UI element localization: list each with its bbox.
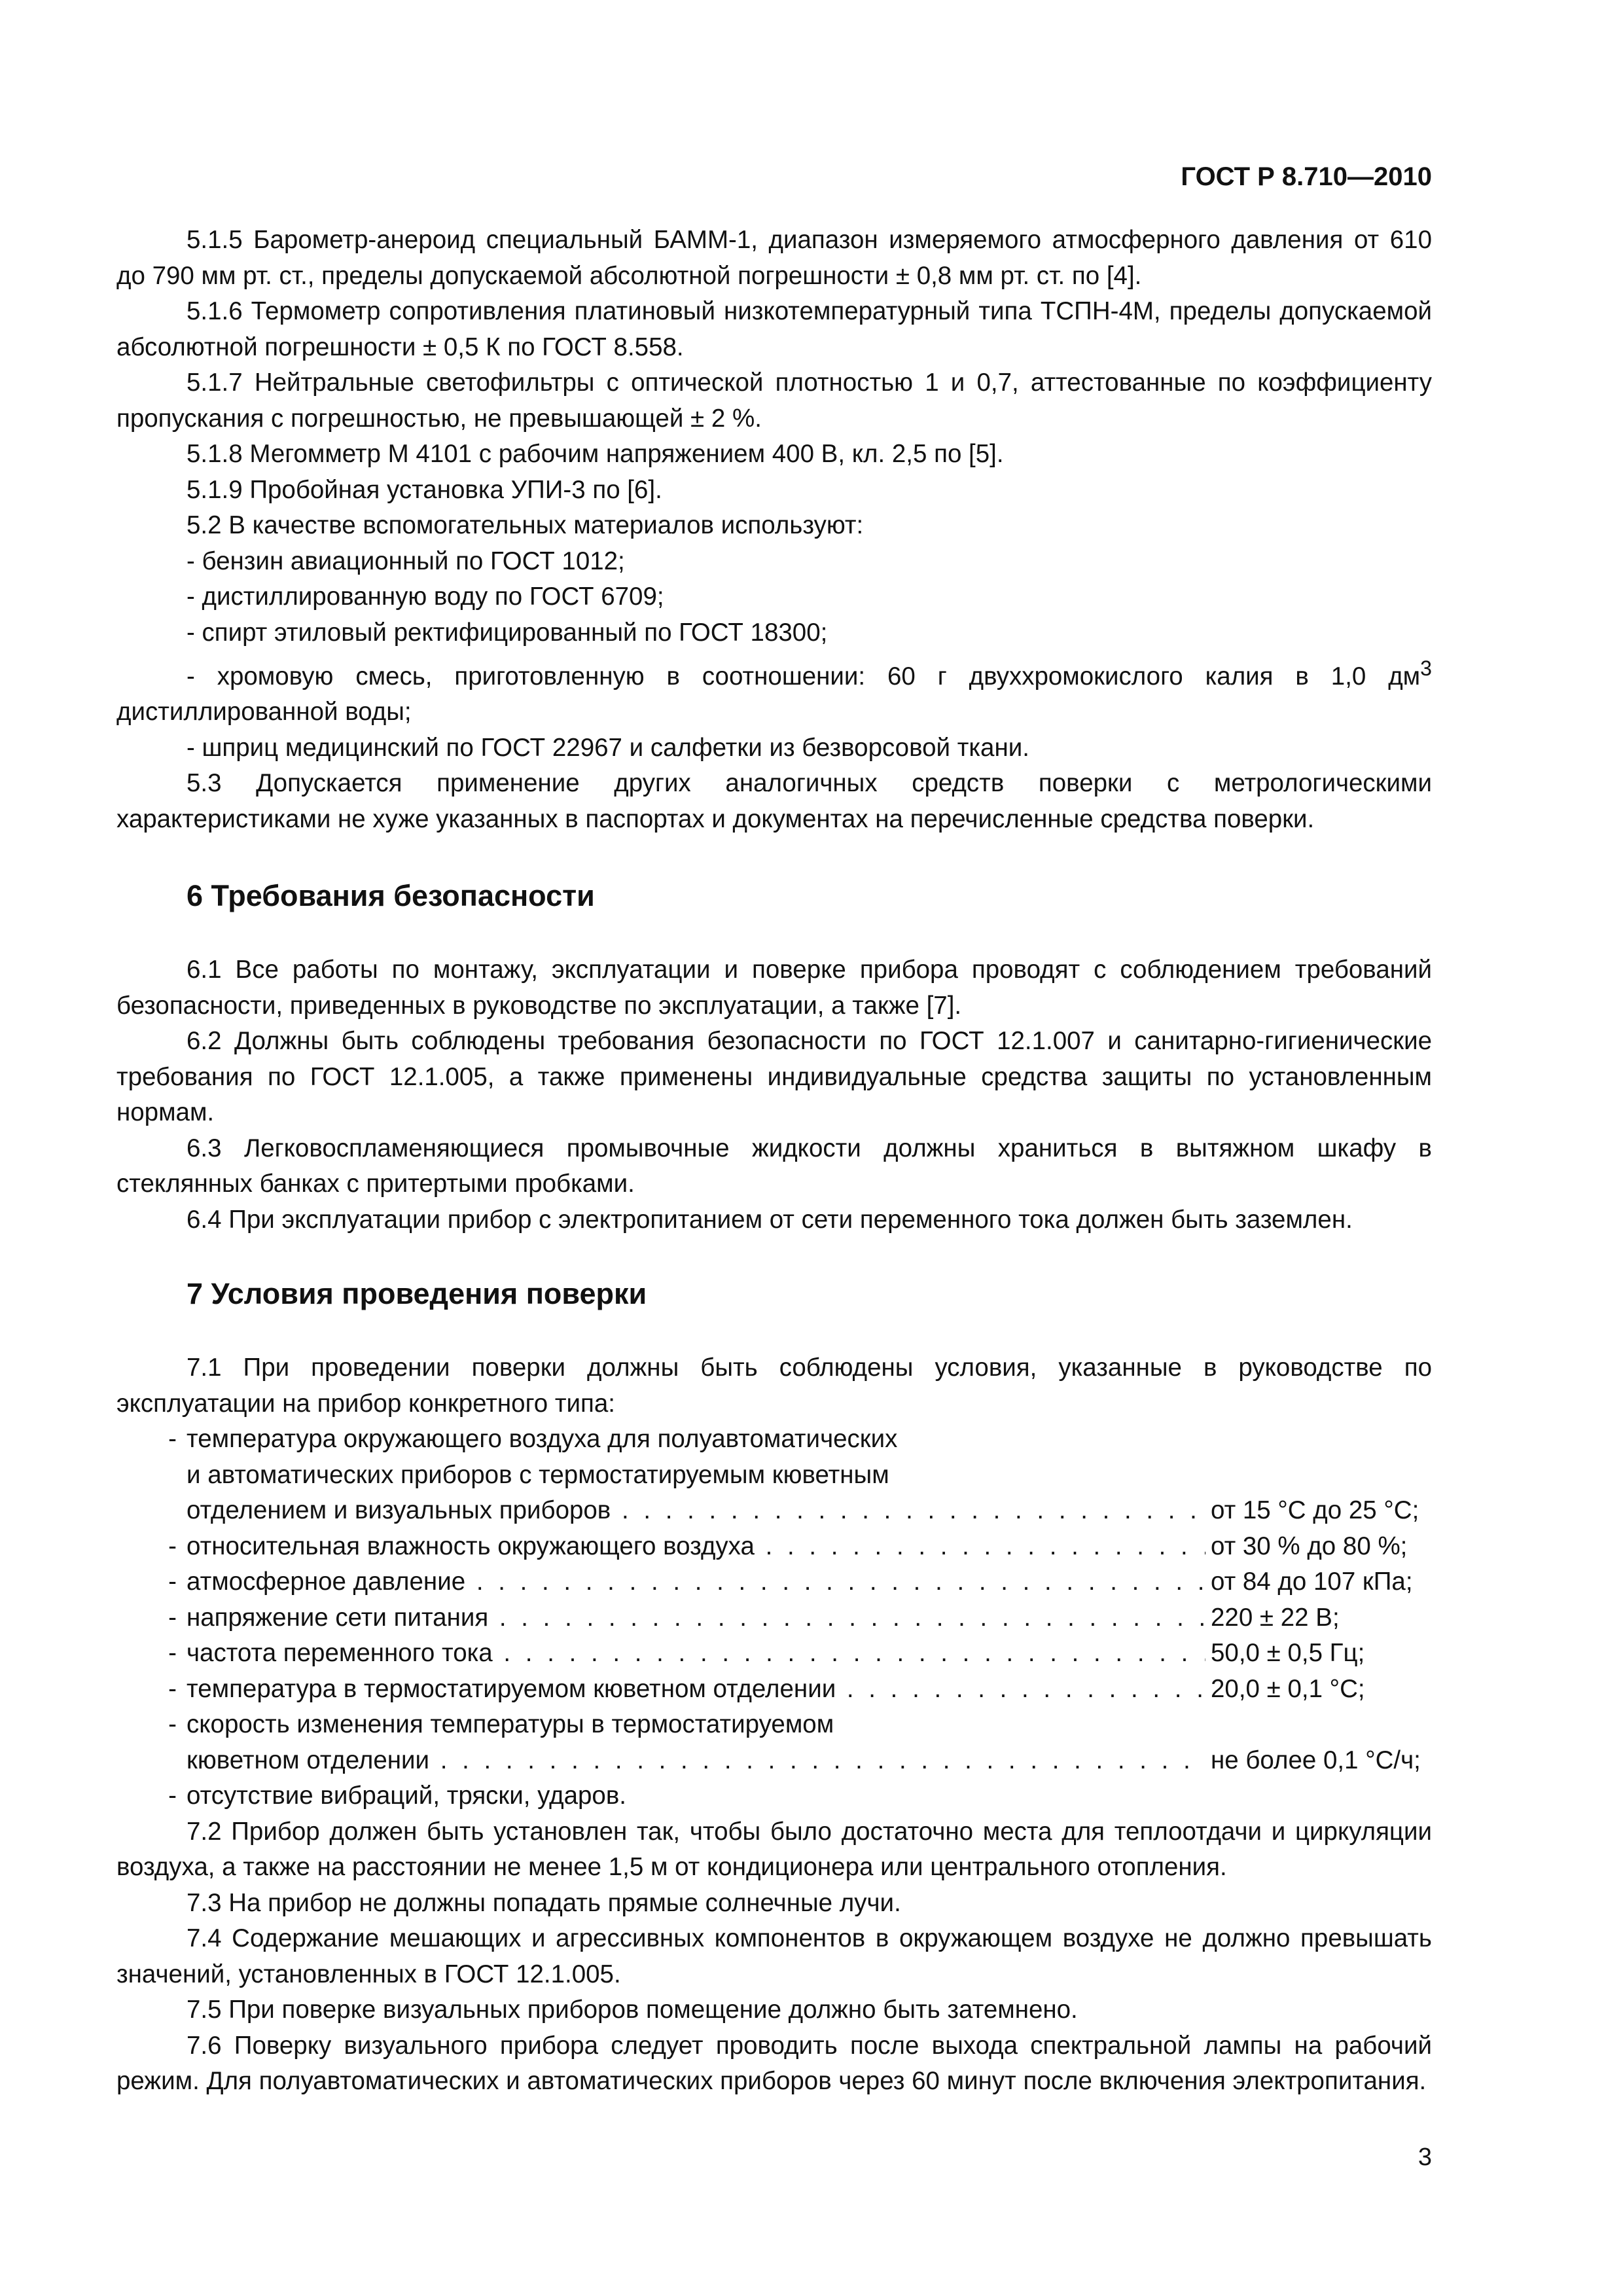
document-header: ГОСТ Р 8.710—2010: [1181, 162, 1432, 191]
clause-5-1-6: 5.1.6 Термометр сопротивления платиновый низкотемпературный типа ТСПН-4М, пределы допускаемой абсолютной погрешности ± 0,5 К по ГОСТ 8.558.: [116, 297, 1432, 361]
condition-item: [116, 1422, 1432, 1458]
condition-item: [116, 1672, 1432, 1708]
clause-7-6: 7.6 Поверку визуального прибора следует проводить после выхода спектральной лампы на рабочий режим. Для полуавтоматических и автоматических приборов через 60 минут после включения электропитания.: [116, 2031, 1432, 2096]
condition-label: атмосферное давление . . .: [187, 1564, 1205, 1600]
section-7-title: 7 Условия проведения поверки: [187, 1277, 647, 1311]
clause-5-3: 5.3 Допускается применение других аналогичных средств поверки с метрологическими характеристиками не хуже указанных в паспортах и документах на перечисленные средства поверки.: [116, 769, 1432, 833]
condition-value: не более 0,1 °С/ч;: [1211, 1746, 1421, 1774]
condition-item: [116, 1707, 1432, 1743]
clause-5-1-7: 5.1.7 Нейтральные светофильтры с оптической плотностью 1 и 0,7, аттестованные по коэффициенту пропускания с погрешностью, не превышающей ± 2 %.: [116, 368, 1432, 433]
list-dash: -: [168, 1782, 177, 1810]
condition-label: кюветном отделении . . .: [187, 1743, 1205, 1779]
condition-label: и автоматических приборов с термостатируемым кюветным: [187, 1460, 889, 1489]
section-6-title: 6 Требования безопасности: [187, 879, 595, 913]
conditions-list: [116, 1422, 1432, 1814]
condition-value: от 15 °С до 25 °С;: [1211, 1496, 1419, 1525]
list-dash: -: [168, 1674, 177, 1703]
clause-7-5: 7.5 При поверке визуальных приборов помещение должно быть затемнено.: [187, 1996, 1078, 2024]
clause-7-1: 7.1 При проведении поверки должны быть соблюдены условия, указанные в руководстве по эксплуатации на прибор конкретного типа:: [116, 1354, 1432, 1418]
clause-5-1-5: 5.1.5 Барометр-анероид специальный БАММ-1, диапазон измеряемого атмосферного давления от 610 до 790 мм рт. ст., пределы допускаемой абсолютной погрешности ± 0,8 мм рт. ст. по [4].: [116, 226, 1432, 290]
condition-item-cont: [116, 1743, 1432, 1779]
condition-item: [116, 1778, 1432, 1814]
clause-7-4: 7.4 Содержание мешающих и агрессивных компонентов в окружающем воздухе не должно превышать значений, установленных в ГОСТ 12.1.005.: [116, 1924, 1432, 1988]
clause-7-2: 7.2 Прибор должен быть установлен так, чтобы было достаточно места для теплоотдачи и циркуляции воздуха, а также на расстоянии не менее 1,5 м от кондиционера или центрального отопления.: [116, 1817, 1432, 1882]
condition-value: от 84 до 107 кПа;: [1211, 1568, 1413, 1596]
condition-item: [116, 1636, 1432, 1672]
clause-6-2: 6.2 Должны быть соблюдены требования безопасности по ГОСТ 12.1.007 и санитарно-гигиенические требования по ГОСТ 12.1.005, а также применены индивидуальные средства защиты по установленным нормам.: [116, 1027, 1432, 1127]
aux-item-text: дистиллированной воды;: [116, 698, 412, 726]
condition-label: отсутствие вибраций, тряски, ударов.: [187, 1782, 626, 1810]
condition-label: относительная влажность окружающего воздуха . . .: [187, 1529, 1205, 1565]
clause-5-1-9: 5.1.9 Пробойная установка УПИ-3 по [6].: [187, 475, 662, 504]
aux-item: [116, 651, 1432, 730]
superscript: 3: [1420, 656, 1432, 680]
aux-item: - бензин авиационный по ГОСТ 1012;: [187, 547, 625, 575]
list-dash: -: [168, 1639, 177, 1668]
page-number: 3: [1418, 2144, 1432, 2171]
condition-label: скорость изменения температуры в термостатируемом: [187, 1710, 834, 1739]
condition-label: температура в термостатируемом кюветном отделении . . .: [187, 1672, 1205, 1708]
condition-value: 20,0 ± 0,1 °С;: [1211, 1674, 1365, 1703]
clause-6-3: 6.3 Легковоспламеняющиеся промывочные жидкости должны храниться в вытяжном шкафу в стеклянных банках с притертыми пробками.: [116, 1134, 1432, 1198]
aux-item: - дистиллированную воду по ГОСТ 6709;: [187, 583, 664, 611]
clause-5-1-8: 5.1.8 Мегомметр М 4101 с рабочим напряжением 400 В, кл. 2,5 по [5].: [187, 440, 1004, 468]
list-dash: -: [168, 1568, 177, 1596]
condition-value: от 30 % до 80 %;: [1211, 1532, 1408, 1560]
list-dash: -: [168, 1532, 177, 1560]
clause-6-1: 6.1 Все работы по монтажу, эксплуатации и поверке прибора проводят с соблюдением требований безопасности, приведенных в руководстве по эксплуатации, а также [7].: [116, 956, 1432, 1020]
condition-item-cont: [116, 1458, 1432, 1494]
page-content: [116, 223, 1432, 2100]
condition-item: [116, 1600, 1432, 1636]
aux-item: - шприц медицинский по ГОСТ 22967 и салфетки из безворсовой ткани.: [187, 733, 1029, 762]
condition-item: [116, 1529, 1432, 1565]
list-dash: -: [168, 1603, 177, 1632]
condition-item-cont: [116, 1493, 1432, 1529]
condition-value: 50,0 ± 0,5 Гц;: [1211, 1639, 1365, 1668]
condition-value: 220 ± 22 В;: [1211, 1603, 1340, 1632]
clause-7-3: 7.3 На прибор не должны попадать прямые солнечные лучи.: [187, 1888, 901, 1917]
condition-label: напряжение сети питания . . .: [187, 1600, 1205, 1636]
aux-item: - спирт этиловый ректифицированный по ГОСТ 18300;: [187, 618, 828, 647]
list-dash: -: [168, 1425, 177, 1454]
clause-5-2: 5.2 В качестве вспомогательных материалов используют:: [187, 511, 864, 539]
condition-label: температура окружающего воздуха для полуавтоматических: [187, 1425, 898, 1454]
condition-label: частота переменного тока . . .: [187, 1636, 1205, 1672]
list-dash: -: [168, 1710, 177, 1739]
condition-item: [116, 1564, 1432, 1600]
aux-item-text: - хромовую смесь, приготовленную в соотношении: 60 г двуххромокислого калия в 1,0 дм: [187, 662, 1421, 691]
clause-6-4: 6.4 При эксплуатации прибор с электропитанием от сети переменного тока должен быть заземлен.: [187, 1205, 1353, 1234]
condition-label: отделением и визуальных приборов . . .: [187, 1493, 1205, 1529]
